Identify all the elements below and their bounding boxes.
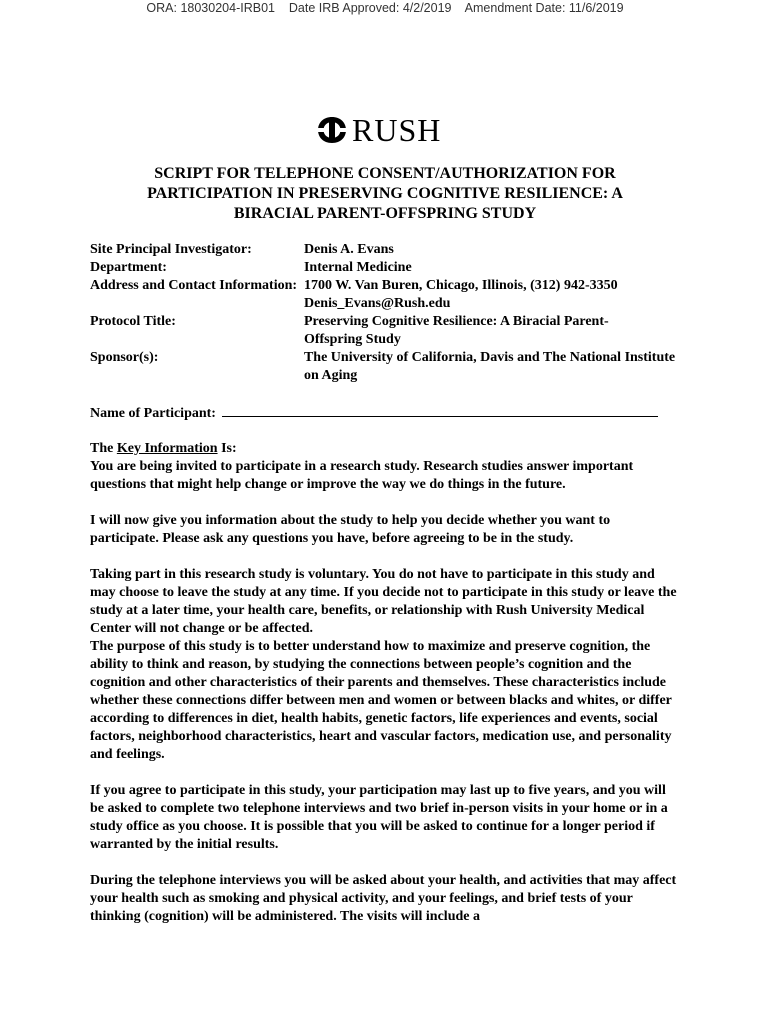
paragraph-telephone-interviews: During the telephone interviews you will be asked about your health, and activities that may affect your health such as smoking and physical activity, and your feelings, and brief tests of your thinking (cognition) will be administered. The visits will include a xyxy=(90,873,677,924)
paragraph-participation: If you agree to participate in this study, your participation may last up to five years, and you will be asked to complete two telephone interviews and two brief in-person visits in your home or in a study office as you choose. It is possible that you will be asked to continue for a longer period if warranted by the initial results. xyxy=(90,783,668,852)
rush-logo-text: RUSH xyxy=(352,112,442,148)
title-line-1: SCRIPT FOR TELEPHONE CONSENT/AUTHORIZATION FOR xyxy=(154,165,616,182)
protocol-value: Preserving Cognitive Resilience: A Biracial Parent-Offspring Study xyxy=(303,314,609,347)
title-line-2: PARTICIPATION IN PRESERVING COGNITIVE RESILIENCE: A xyxy=(147,185,623,202)
rush-logo xyxy=(316,111,456,149)
info-row-pi xyxy=(90,241,680,259)
address-line: 1700 W. Van Buren, Chicago, Illinois, (312) 942-3350 xyxy=(303,278,618,293)
consent-document xyxy=(90,164,680,926)
protocol-label: Protocol Title: xyxy=(90,314,176,329)
title-line-3: BIRACIAL PARENT-OFFSPRING STUDY xyxy=(233,205,537,222)
info-row-protocol xyxy=(90,313,680,349)
pi-value: Denis A. Evans xyxy=(303,242,394,257)
study-info-table xyxy=(90,241,680,385)
paragraph-invitation: You are being invited to participate in a research study. Research studies answer important questions that might help change or improve the way we do things in the future. xyxy=(90,459,634,492)
key-info-suffix: Is: xyxy=(217,441,237,456)
key-info-underlined: Key Information xyxy=(116,441,218,456)
address-label: Address and Contact Information: xyxy=(90,278,298,293)
key-information-heading xyxy=(90,440,680,458)
participant-name-label: Name of Participant: xyxy=(90,406,216,421)
email-line: Denis_Evans@Rush.edu xyxy=(303,296,451,311)
pi-label: Site Principal Investigator: xyxy=(90,242,252,257)
info-row-sponsor xyxy=(90,349,680,385)
paragraph-voluntary: Taking part in this research study is voluntary. You do not have to participate in this study and may choose to leave the study at any time. If you decide not to participate in this study or leave the study at a later time, your health care, benefits, or relationship with Rush University Medical Center will not change or be affected. xyxy=(90,567,677,636)
address-value xyxy=(304,277,680,313)
sponsor-label: Sponsor(s): xyxy=(90,350,159,365)
info-row-department xyxy=(90,259,680,277)
sponsor-value: The University of California, Davis and The National Institute on Aging xyxy=(303,350,676,383)
irb-approval-header: ORA: 18030204-IRB01 Date IRB Approved: 4/2/2019 Amendment Date: 11/6/2019 xyxy=(146,1,624,15)
participant-name-blank[interactable] xyxy=(222,402,658,417)
document-title xyxy=(90,164,680,224)
info-row-address xyxy=(90,277,680,313)
rush-shield-icon xyxy=(316,115,348,145)
department-value: Internal Medicine xyxy=(303,260,412,275)
paragraph-information: I will now give you information about the study to help you decide whether you want to participate. Please ask any questions you have, before agreeing to be in the study. xyxy=(90,513,611,546)
department-label: Department: xyxy=(90,260,167,275)
paragraph-purpose: The purpose of this study is to better understand how to maximize and preserve cognition, the ability to think and reason, by studying the connections between people’s cognition and the cognition and other characteristics of their parents and themselves. These characteristics include whether these connections differ between men and women or between blacks and whites, or differ according to differences in diet, health habits, genetic factors, life experiences and events, social factors, neighborhood characteristics, heart and vascular factors, medication use, and personality and feelings. xyxy=(90,639,672,762)
participant-name-row xyxy=(90,402,680,423)
key-info-prefix: The xyxy=(90,441,117,456)
